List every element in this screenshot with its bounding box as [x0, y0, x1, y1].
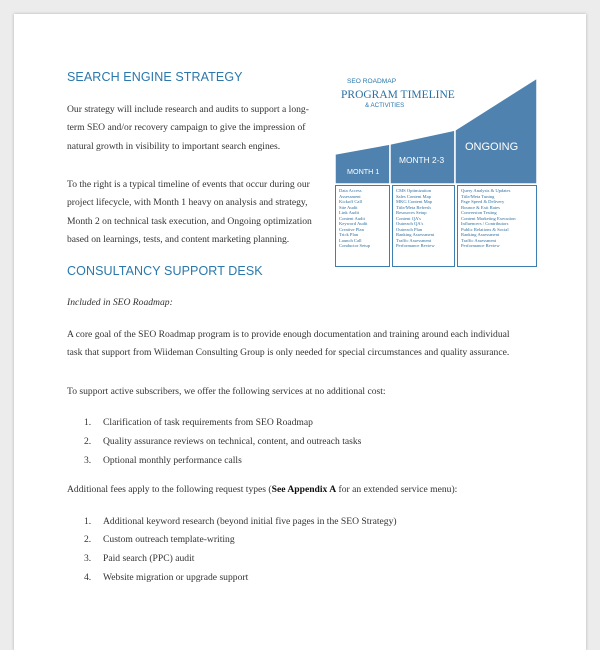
appendix-link[interactable]: See Appendix A	[271, 484, 337, 495]
roadmap-item: MKG Content Map	[396, 199, 432, 204]
roadmap-column-ongoing	[457, 185, 537, 267]
roadmap-label-month-2-3: MONTH 2-3	[399, 155, 445, 165]
roadmap-top-label: SEO ROADMAP	[347, 78, 397, 85]
list-text: Custom outreach template-writing	[103, 534, 235, 545]
roadmap-item: Query Analysis & Updates	[461, 188, 511, 193]
roadmap-item: Ranking Assessment	[461, 232, 500, 237]
roadmap-subtitle: & ACTIVITIES	[365, 102, 405, 109]
text-line: A core goal of the SEO Roadmap program is to provide enough documentation and training around each individual	[67, 329, 510, 340]
roadmap-item: Site Audit	[339, 204, 358, 210]
roadmap-step-month-1	[335, 144, 390, 184]
list-number: 3.	[84, 553, 92, 564]
roadmap-column-month-2-3	[392, 185, 455, 267]
list-number: 3.	[84, 455, 92, 466]
core-goal-paragraph	[67, 326, 510, 363]
roadmap-item: Trick Plan	[339, 232, 359, 237]
list-text: Additional keyword research (beyond initial five pages in the SEO Strategy)	[103, 516, 397, 527]
section-heading-consultancy: CONSULTANCY SUPPORT DESK	[67, 264, 263, 278]
roadmap-item: Keyword Audit	[339, 221, 368, 226]
list-text: Optional monthly performance calls	[103, 455, 242, 466]
roadmap-item: Content QA's	[396, 215, 421, 221]
roadmap-item: Sales Content Map	[396, 193, 431, 199]
roadmap-title: PROGRAM TIMELINE	[341, 89, 455, 101]
roadmap-column-month-1	[335, 185, 390, 267]
roadmap-item: Title/Meta Refresh	[396, 204, 431, 210]
roadmap-item: Performance Review	[396, 243, 435, 248]
list-number: 4.	[84, 572, 92, 583]
fees-intro-text: Additional fees apply to the following request types (	[67, 484, 272, 495]
list-text: Clarification of task requirements from SEO Roadmap	[103, 417, 313, 428]
list-number: 2.	[84, 534, 92, 545]
roadmap-item: Public Relations & Social	[461, 226, 509, 232]
roadmap-item: Content Marketing Execution	[461, 215, 516, 221]
roadmap-item: Ranking Assessment	[396, 232, 435, 237]
roadmap-item: Outreach QA's	[396, 221, 424, 226]
text-line: task that support from Wiideman Consulting Group is only needed for special circumstances and quality assurance.	[67, 347, 510, 359]
included-label: Included in SEO Roadmap:	[67, 297, 173, 308]
text-line: Month 2 on technical task execution, and Ongoing optimization	[67, 215, 312, 227]
roadmap-item: Conversion Testing	[461, 210, 497, 215]
text-line: To the right is a typical timeline of events that occur during our	[67, 179, 310, 190]
roadmap-item: Bounce & Exit Rates	[461, 204, 500, 210]
roadmap-label-ongoing: ONGOING	[465, 141, 519, 153]
roadmap-item: Launch Call	[339, 237, 362, 243]
timeline-paragraph	[67, 176, 312, 249]
fees-intro-text-end: for an extended service menu):	[336, 484, 458, 495]
roadmap-item: Performance Review	[461, 243, 500, 248]
seo-roadmap-graphic	[335, 76, 537, 268]
list-text: Quality assurance reviews on technical, content, and outreach tasks	[103, 436, 362, 447]
roadmap-item: Resources Setup	[396, 210, 427, 215]
roadmap-item: Link Audit	[339, 210, 360, 215]
roadmap-item: Title/Meta Tuning	[461, 193, 495, 199]
list-number: 1.	[84, 417, 92, 428]
roadmap-item: Page Speed & Delivery	[461, 199, 505, 204]
text-line: term SEO and/or recovery campaign to give the impression of	[67, 122, 306, 134]
roadmap-item: Conductor Setup	[339, 243, 371, 248]
text-line: Our strategy will include research and audits to support a long-	[67, 104, 309, 115]
roadmap-item: Creative Plan	[339, 226, 364, 232]
roadmap-item: Content Audit	[339, 215, 365, 221]
roadmap-item: Kickoff Call	[339, 199, 363, 204]
services-intro: To support active subscribers, we offer the following services at no additional cost:	[67, 386, 386, 397]
text-line: project lifecycle, with Month 1 heavy on analysis and strategy,	[67, 197, 308, 209]
roadmap-item: Influencers / Contributors	[461, 221, 509, 226]
list-text: Paid search (PPC) audit	[103, 553, 195, 564]
text-line: natural growth in visibility to important search engines.	[67, 140, 281, 152]
section-heading-seo-strategy: SEARCH ENGINE STRATEGY	[67, 70, 243, 84]
list-text: Website migration or upgrade support	[103, 572, 249, 583]
roadmap-label-month-1: MONTH 1	[347, 167, 380, 176]
list-number: 2.	[84, 436, 92, 447]
strategy-paragraph	[67, 101, 309, 156]
list-number: 1.	[84, 516, 92, 527]
roadmap-item: Traffic Assessment	[461, 237, 497, 243]
roadmap-item: Traffic Assessment	[396, 237, 432, 243]
roadmap-item: CMS Optimization	[396, 188, 432, 193]
document-page	[14, 14, 586, 650]
roadmap-item: Data Access	[339, 188, 362, 193]
text-line: based on learnings, tests, and content marketing planning.	[67, 233, 290, 245]
roadmap-step-ongoing	[455, 78, 537, 184]
fees-intro	[67, 484, 457, 495]
roadmap-item: Outreach Plan	[396, 226, 423, 232]
roadmap-item: Assessment	[339, 193, 361, 199]
